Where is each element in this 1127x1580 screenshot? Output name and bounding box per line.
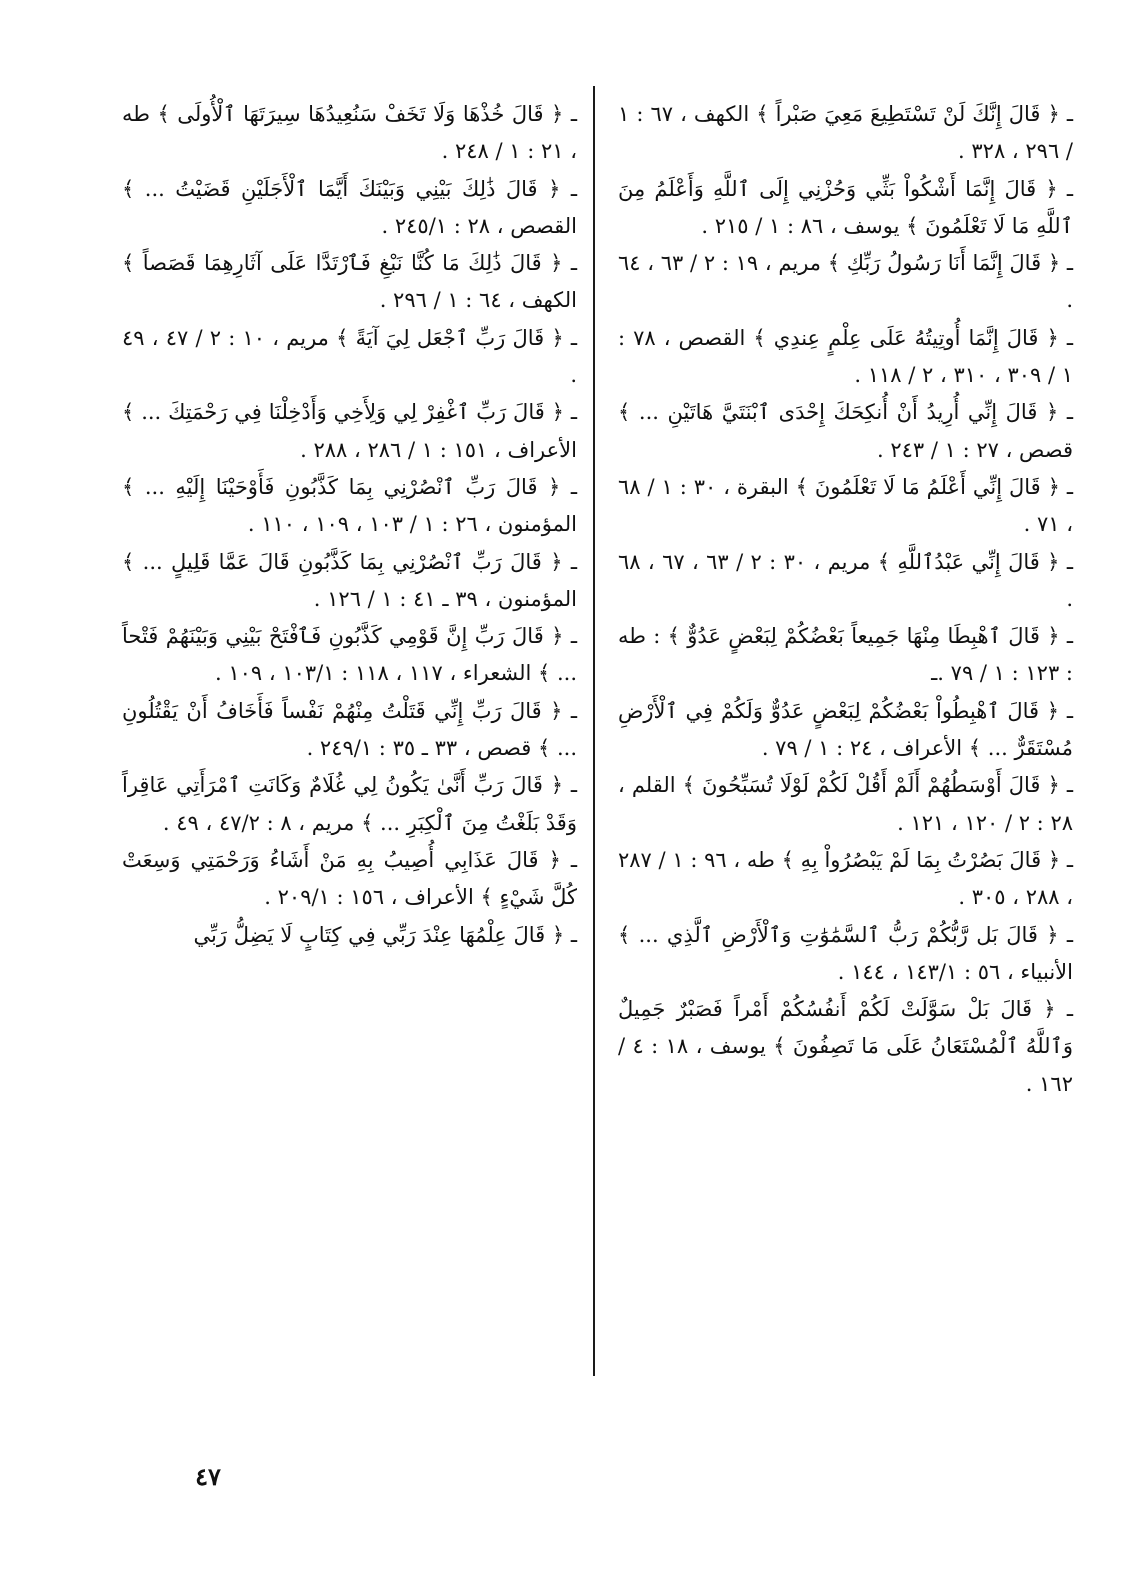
index-entry: ـ ﴿ قَالَ إِنَّمَا أُوتِيتُهُ عَلَى عِلْمٍ عِندِي ﴾ القصص ، ٧٨ : ١ / ٣٠٩ ، ٣١٠ ، ٢ / ١١٨ . [618, 325, 1073, 388]
index-entry: ـ ﴿ قَالَ إِنِّي أُرِيدُ أَنْ أُنكِحَكَ إِحْدَى ٱبْنَتَيَّ هَاتَيْنِ ... ﴾ قصص ، ٢٧ : ١ / ٢٤٣ . [618, 400, 1073, 462]
index-entry: ـ ﴿ قَالَ إِنِّي أَعْلَمُ مَا لَا تَعْلَمُونَ ﴾ البقرة ، ٣٠ : ١ / ٦٨ ، ٧١ . [618, 474, 1073, 537]
index-entry: ـ ﴿ قَالَ رَبِّ ٱنْصُرْنِي بِمَا كَذَّبُونِ فَأَوْحَيْنَا إِلَيْهِ ... ﴾ المؤمنون ، ٢٦ : ١ / ١٠٣ ، ١٠٩ ، ١١٠ . [122, 474, 577, 537]
index-entry: ـ ﴿ قَالَ رَبِّ إِنِّي قَتَلْتُ مِنْهُمْ نَفْساً فَأَخَافُ أَنْ يَقْتُلُونِ ... ﴾ قصص ، ٣٣ ـ ٣٥ : ٢٤٩/١ . [122, 698, 577, 761]
index-entry: ـ ﴿ قَالَ عِلْمُهَا عِنْدَ رَبِّي فِي كِتَابٍ لَا يَضِلُّ رَبِّي [193, 922, 577, 947]
index-entry: ـ ﴿ قَالَ ذَٰلِكَ مَا كُنَّا نَبْغِ فَٱرْتَدَّا عَلَى آثَارِهِمَا قَصَصاً ﴾ الكهف ، ٦٤ : ١ / ٢٩٦ . [122, 251, 577, 313]
index-entry: ـ ﴿ قَالَ عَذَابِي أُصِيبُ بِهِ مَنْ أَشَاءُ وَرَحْمَتِي وَسِعَتْ كُلَّ شَيْءٍ ﴾ الأعراف ، ١٥٦ : ٢٠٩/١ . [122, 847, 577, 910]
page-number: ٤٧ [195, 1462, 221, 1491]
index-entry: ـ ﴿ قَالَ ٱهْبِطَا مِنْهَا جَمِيعاً بَعْضُكُمْ لِبَعْضٍ عَدُوٌّ ﴾ : طه : ١٢٣ : ١ / ٧٩ .ـ [618, 624, 1073, 686]
index-entry: ـ ﴿ قَالَ رَبِّ ٱغْفِرْ لِي وَلِأَخِي وَأَدْخِلْنَا فِي رَحْمَتِكَ ... ﴾ الأعراف ، ١٥١ : ١ / ٢٨٦ ، ٢٨٨ . [122, 400, 577, 462]
index-entry: ـ ﴿ قَالَ ٱهْبِطُواْ بَعْضُكُمْ لِبَعْضٍ عَدُوٌّ وَلَكُمْ فِي ٱلْأَرْضِ مُسْتَقَرٌّ ... ﴾ الأعراف ، ٢٤ : ١ / ٧٩ . [618, 698, 1073, 761]
index-column-left [122, 96, 577, 954]
index-entry: ـ ﴿ قَالَ إِنَّمَا أَنَا رَسُولُ رَبِّكِ ﴾ مريم ، ١٩ : ٢ / ٦٣ ، ٦٤ . [618, 251, 1073, 313]
column-divider [593, 86, 595, 1376]
index-entry: ـ ﴿ قَالَ إِنَّكَ لَنْ تَسْتَطِيعَ مَعِيَ صَبْراً ﴾ الكهف ، ٦٧ : ١ / ٢٩٦ ، ٣٢٨ . [618, 102, 1073, 164]
index-entry: ـ ﴿ قَالَ بَلْ سَوَّلَتْ لَكُمْ أَنفُسُكُمْ أَمْراً فَصَبْرٌ جَمِيلٌ وَٱللَّهُ ٱلْمُسْتَعَانُ عَلَى مَا تَصِفُونَ ﴾ يوسف ، ١٨ : ٤ / ١٦٢ . [618, 997, 1073, 1096]
index-entry: ـ ﴿ قَالَ رَبِّ ٱجْعَل لِيَ آيَةً ﴾ مريم ، ١٠ : ٢ / ٤٧ ، ٤٩ . [122, 325, 577, 388]
index-entry: ـ ﴿ قَالَ إِنَّمَا أَشْكُواْ بَثِّي وَحُزْنِي إِلَى ٱللَّهِ وَأَعْلَمُ مِنَ ٱللَّهِ مَا لَا تَعْلَمُونَ ﴾ يوسف ، ٨٦ : ١ / ٢١٥ . [618, 176, 1073, 238]
index-entry: ـ ﴿ قَالَ رَبِّ إِنَّ قَوْمِي كَذَّبُونِ فَٱفْتَحْ بَيْنِي وَبَيْنَهُمْ فَتْحاً ... ﴾ الشعراء ، ١١٧ ، ١١٨ : ١٠٣/١ ، ١٠٩ . [122, 624, 577, 686]
index-entry: ـ ﴿ قَالَ إِنِّي عَبْدُٱللَّهِ ﴾ مريم ، ٣٠ : ٢ / ٦٣ ، ٦٧ ، ٦٨ . [618, 549, 1073, 611]
index-entry: ـ ﴿ قَالَ رَبِّ ٱنْصُرْنِي بِمَا كَذَّبُونِ قَالَ عَمَّا قَلِيلٍ ... ﴾ المؤمنون ، ٣٩ ـ ٤١ : ١ / ١٢٦ . [122, 549, 577, 611]
index-entry: ـ ﴿ قَالَ بَصُرْتُ بِمَا لَمْ يَبْصُرُواْ بِهِ ﴾ طه ، ٩٦ : ١ / ٢٨٧ ، ٢٨٨ ، ٣٠٥ . [618, 847, 1073, 910]
index-entry: ـ ﴿ قَالَ بَل رَّبُّكُمْ رَبُّ ٱلسَّمَٰوَٰتِ وَٱلْأَرْضِ ٱلَّذِي ... ﴾ الأنبياء ، ٥٦ : ١٤٣/١ ، ١٤٤ . [618, 922, 1073, 984]
index-entry: ـ ﴿ قَالَ خُذْهَا وَلَا تَخَفْ سَنُعِيدُهَا سِيرَتَهَا ٱلْأُولَى ﴾ طه ، ٢١ : ١ / ٢٤٨ . [122, 102, 577, 164]
index-column-right [618, 96, 1073, 1103]
index-entry: ـ ﴿ قَالَ رَبِّ أَنَّىٰ يَكُونُ لِي غُلَامٌ وَكَانَتِ ٱمْرَأَتِي عَاقِراً وَقَدْ بَلَغْتُ مِنَ ٱلْكِبَرِ ... ﴾ مريم ، ٨ : ٤٧/٢ ، ٤٩ . [122, 773, 577, 835]
index-entry: ـ ﴿ قَالَ أَوْسَطُهُمْ أَلَمْ أَقُلْ لَكُمْ لَوْلَا تُسَبِّحُونَ ﴾ القلم ، ٢٨ : ٢ / ١٢٠ ، ١٢١ . [618, 773, 1073, 835]
index-entry: ـ ﴿ قَالَ ذَٰلِكَ بَيْنِي وَبَيْنَكَ أَيَّمَا ٱلْأَجَلَيْنِ قَضَيْتُ ... ﴾ القصص ، ٢٨ : ٢٤٥/١ . [122, 176, 577, 238]
